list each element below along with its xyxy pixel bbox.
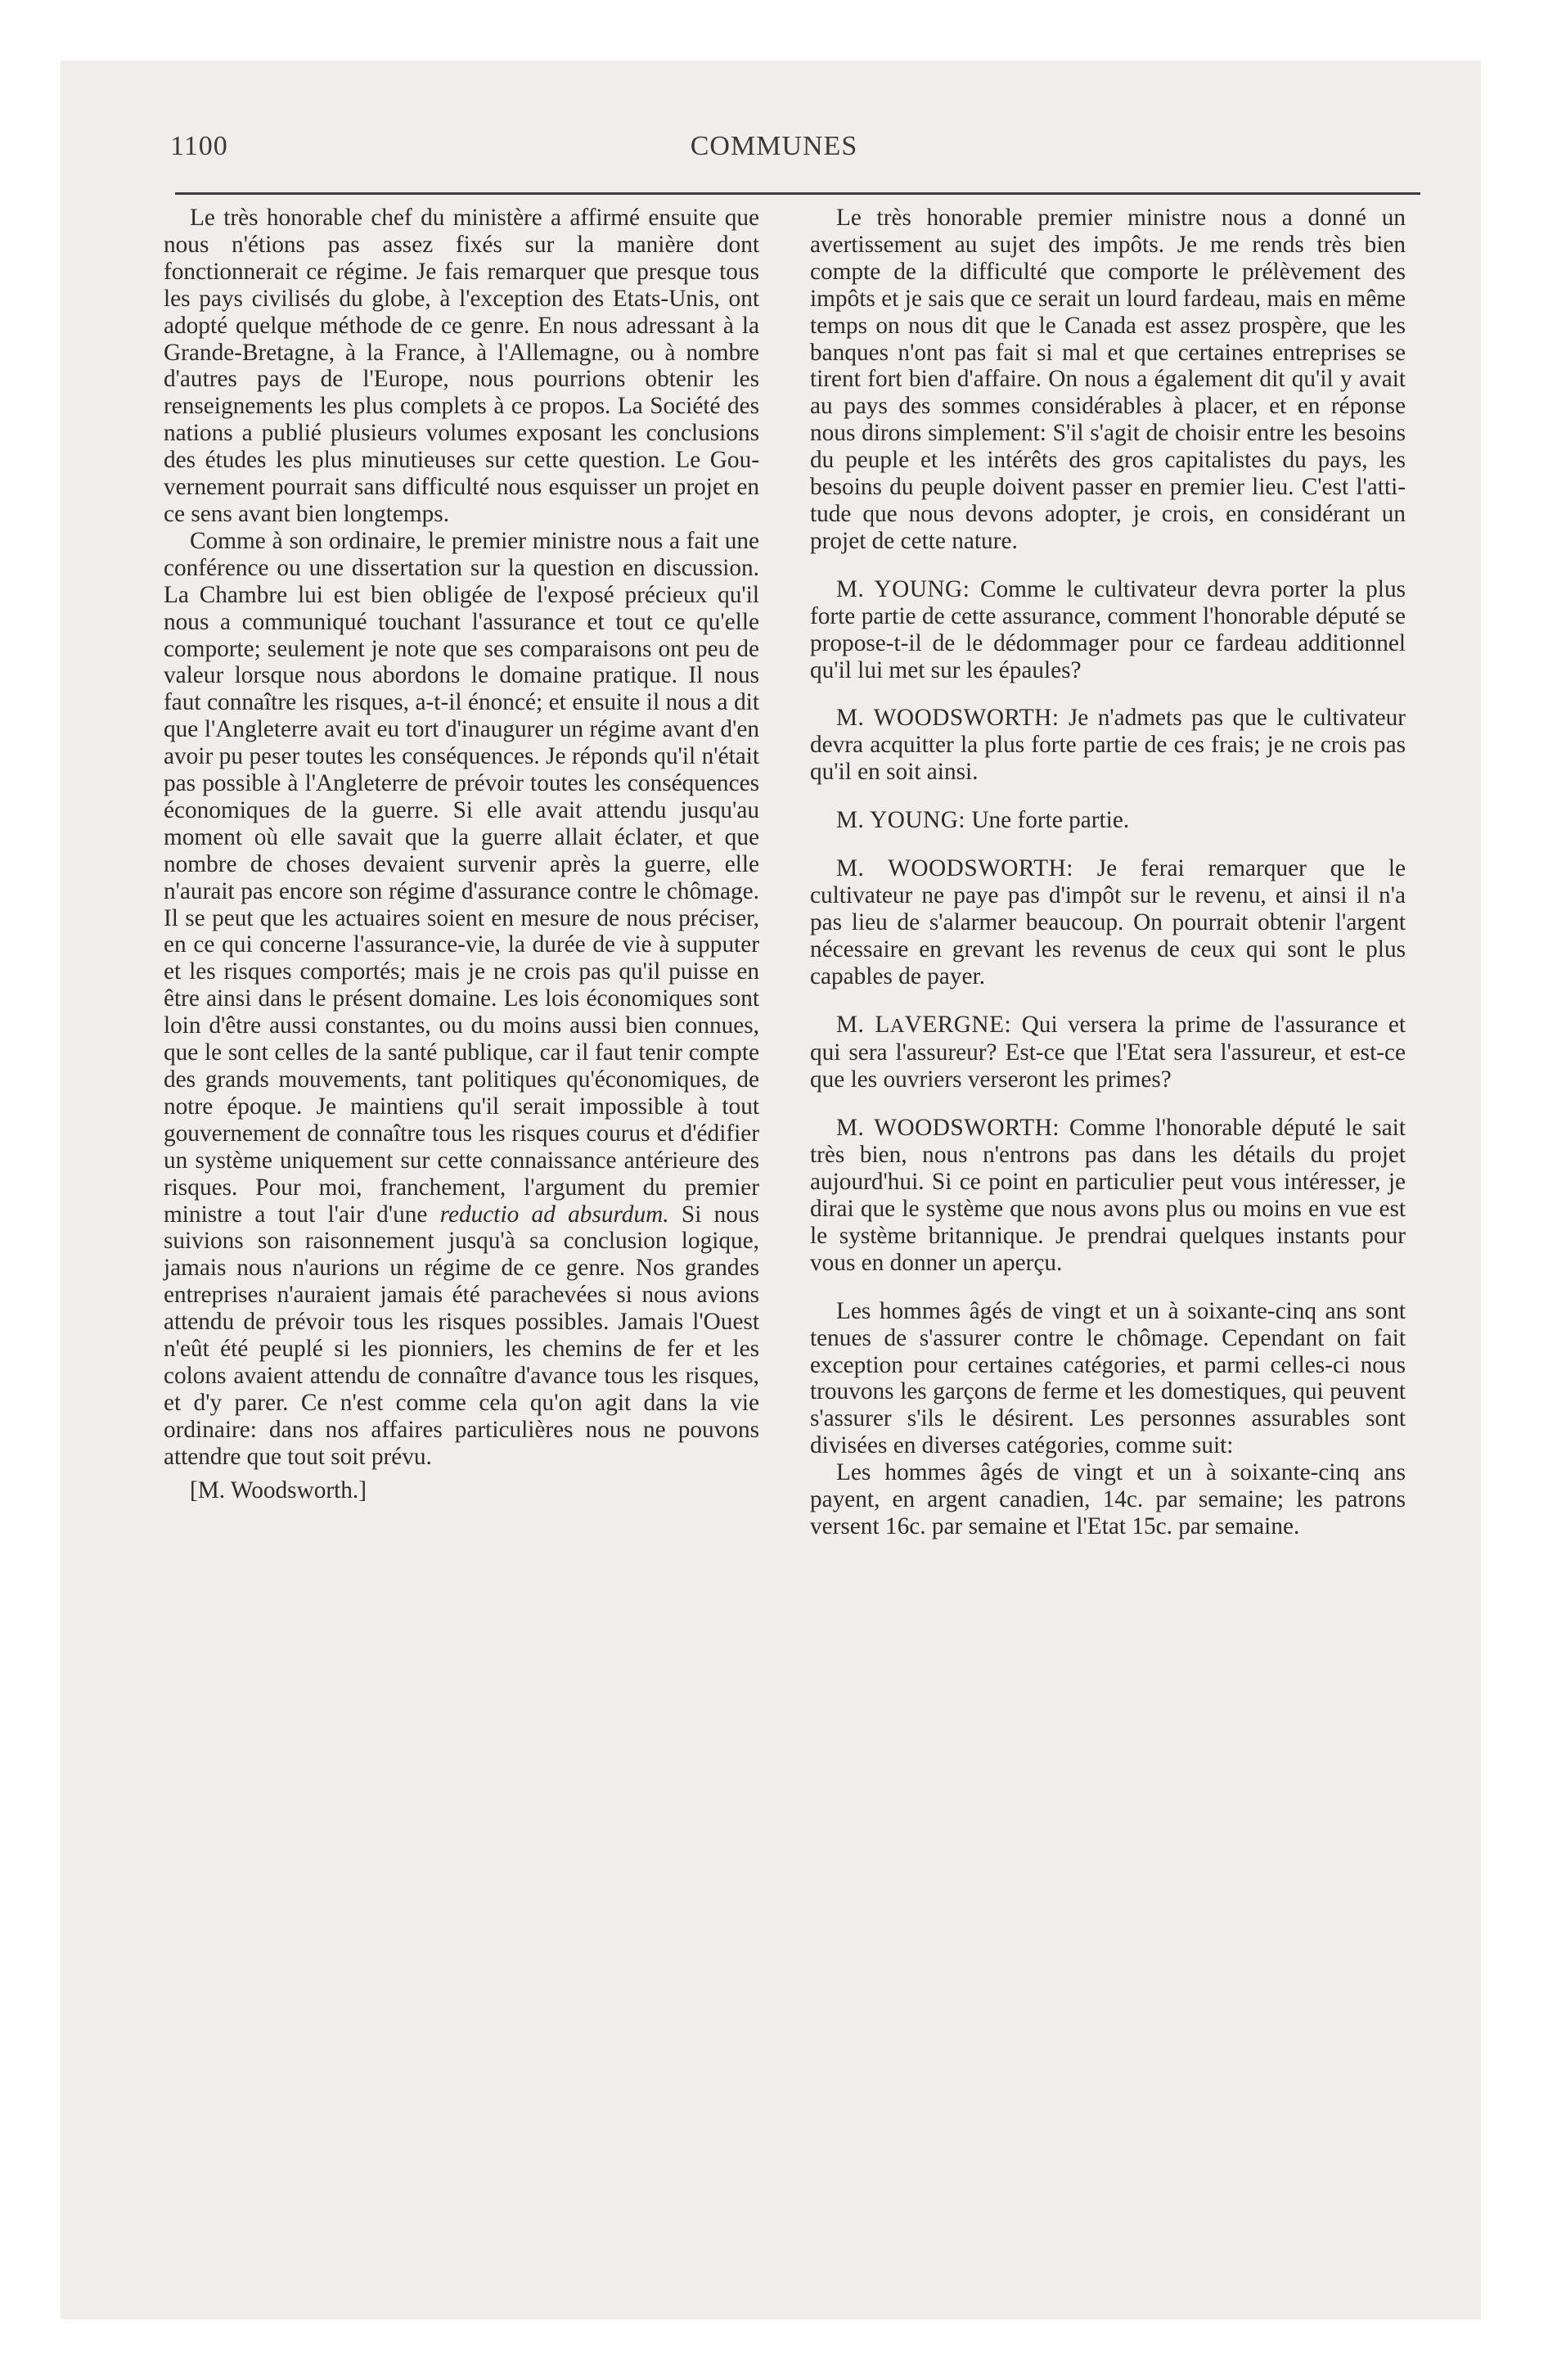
latin-phrase: reductio ad absurdum. [439,1201,669,1228]
speech-paragraph [810,705,1406,786]
paragraph: Les hommes âgés de vingt et un à soixante-cinq ans sont tenues de s'assurer contre le chômage. Cependant on fait exception pour certaines catégories, et parmi celles-ci nous trouvons les garçons de ferme et les domestiques, qui peuvent s'assurer s'ils le désirent. Les personnes assurables sont divisées en diverses catégories, comme suit: [810,1297,1406,1459]
speaker-name-part: VERGNE: [904,1011,1012,1038]
speech-paragraph [810,1115,1406,1276]
speaker-name-part: M. L [836,1011,890,1038]
left-column [164,205,759,1504]
speaker-continuation-note: [M. Woodsworth.] [190,1476,367,1503]
speech-text: Qui versera la prime de l'assurance et qui sera l'assureur? Est-ce que l'Etat sera l'assureur, et est-ce que les ouvriers verseront les primes? [810,1011,1406,1093]
speaker-name: M. WOODSWORTH: [836,705,1060,732]
speaker-name: M. YOUNG: [836,807,966,834]
paragraph-text: Comme à son ordinaire, le premier ministre nous a fait une conférence ou une dissertation sur la question en discussion. La Chambre lui est bien obligée de l'exposé précieux qu'il nous a communiqué touchant l'assurance et tout ce qu'elle comporte; seulement je note que ses comparaisons ont peu de valeur lorsque nous abordons le domaine pratique. Il nous faut connaître les risques, a-t-il énoncé; et ensuite il nous a dit que l'Angleterre avait eu tort d'inaugurer un régime avant d'en avoir pu peser toutes les conséquences. Je réponds qu'il n'était pas possible à l'Angleterre de prévoir toutes les conséquences économiques de la guerre. Si elle avait attendu jusqu'au moment où elle savait que la guerre allait éclater, et que nombre de choses devaient survenir après la guerre, elle n'aurait pas encore son régime d'assurance contre le chômage. Il se peut que les actuaires soient en mesure de nous préciser, en ce qui concerne l'assurance-vie, la durée de vie à supputer et les risques comportés; mais je ne crois pas qu'il puisse en être ainsi dans le présent domaine. Les lois économiques sont loin d'être aussi constantes, ou du moins aussi bien connues, que le sont celles de la santé publique, car il faut tenir compte des grands mouvements, tant politiques qu'économiques, de notre époque. Je maintiens qu'il serait impossible à tout gouvernement de connaître tous les risques courus et d'édifier un système uniquement sur cette connaissance antérieure des risques. Pour moi, franchement, l'argument du premier ministre a tout l'air d'une [164,527,759,1228]
speech-text: Comme l'honorable député le sait très bien, nous n'entrons pas dans les détails du projet aujourd'hui. Si ce point en particulier peut vous intéresser, je dirai que le système que nous avons plus ou moins en vue est le système britannique. Je prendrai quelques instants pour vous en donner un aperçu. [810,1115,1406,1276]
speaker-name: M. YOUNG: [836,575,970,602]
paragraph: Le très honorable chef du ministère a affirmé ensuite que nous n'étions pas assez fixés sur la manière dont fonctionnerait ce régime. Je fais remarquer que presque tous les pays civilisés du globe, à l'exception des Etats-Unis, ont adopté quelque méthode de ce genre. En nous adressant à la Grande-Bretagne, à la France, à l'Allemagne, ou à nombre d'autres pays de l'Europe, nous pourrions obtenir les renseignements les plus complets à ce propos. La Société des nations a publié plusieurs volumes exposant les conclusions des études les plus minutieuses sur cette question. Le Gouvernement pourrait sans difficulté nous esquisser un projet en ce sens avant bien longtemps. [164,205,759,527]
paragraph-text: Si nous suivions son raisonnement jusqu'à sa conclusion logique, jamais nous n'aurions un régime de ce genre. Nos grandes entreprises n'auraient jamais été parachevées si nous avions attendu de prévoir tous les risques possibles. Jamais l'Ouest n'eût été peuplé si les pionniers, les chemins de fer et les colons avaient attendu de connaître d'avance tous les risques, et d'y parer. Ce n'est comme cela qu'on agit dans la vie ordinaire: dans nos affaires particulières nous ne pouvons attendre que tout soit prévu. [164,1201,759,1470]
speech-text: Je ferai remarquer que le cultivateur ne paye pas d'impôt sur le revenu, et ainsi il n'a pas lieu de s'alarmer beaucoup. On pourrait obtenir l'argent nécessaire en grevant les revenus de ceux qui sont le plus capables de payer. [810,855,1406,989]
speech-paragraph [810,807,1406,834]
paragraph: Le très honorable premier ministre nous a donné un avertissement au sujet des impôts. Je me rends très bien compte de la difficulté que comporte le prélèvement des impôts et je sais que ce serait un lourd fardeau, mais en même temps on nous dit que le Canada est assez prospère, que les banques n'ont pas fait si mal et que certaines entreprises se tirent fort bien d'affaire. On nous a également dit qu'il y avait au pays des sommes considérables à placer, et en réponse nous dirons simplement: S'il s'agit de choisir entre les besoins du peuple et les intérêts des gros capitalistes du pays, les besoins du peuple doivent passer en premier lieu. C'est l'attitude que nous devons adopter, je crois, en considérant un projet de cette nature. [810,205,1406,554]
speech-paragraph [810,1012,1406,1094]
speech-paragraph [810,576,1406,684]
speaker-name: M. WOODSWORTH: [836,855,1073,882]
running-title: COMMUNES [690,131,858,161]
right-column [810,205,1406,1540]
speech-paragraph [810,855,1406,990]
speaker-name-part: A [889,1015,905,1037]
speech-text: Je n'admets pas que le cultivateur devra acquitter la plus forte partie de ces frais; je ne crois pas qu'il en soit ainsi. [810,705,1406,786]
page-number: 1100 [170,131,228,161]
speaker-name: M. WOODSWORTH: [836,1115,1060,1142]
speech-text: Une forte partie. [965,807,1130,834]
paragraph: Les hommes âgés de vingt et un à soixante-cinq ans payent, en argent canadien, 14c. par semaine; les patrons versent 16c. par semaine et l'Etat 15c. par semaine. [810,1459,1406,1539]
speaker-name [836,1012,1011,1038]
speech-text: Comme le cultivateur devra porter la plus forte partie de cette assurance, comment l'honorable député se propose-t-il de le dédommager pour ce fardeau additionnel qu'il lui met sur les épaules? [810,575,1406,683]
header-rule [175,192,1420,195]
paragraph [164,528,759,1471]
